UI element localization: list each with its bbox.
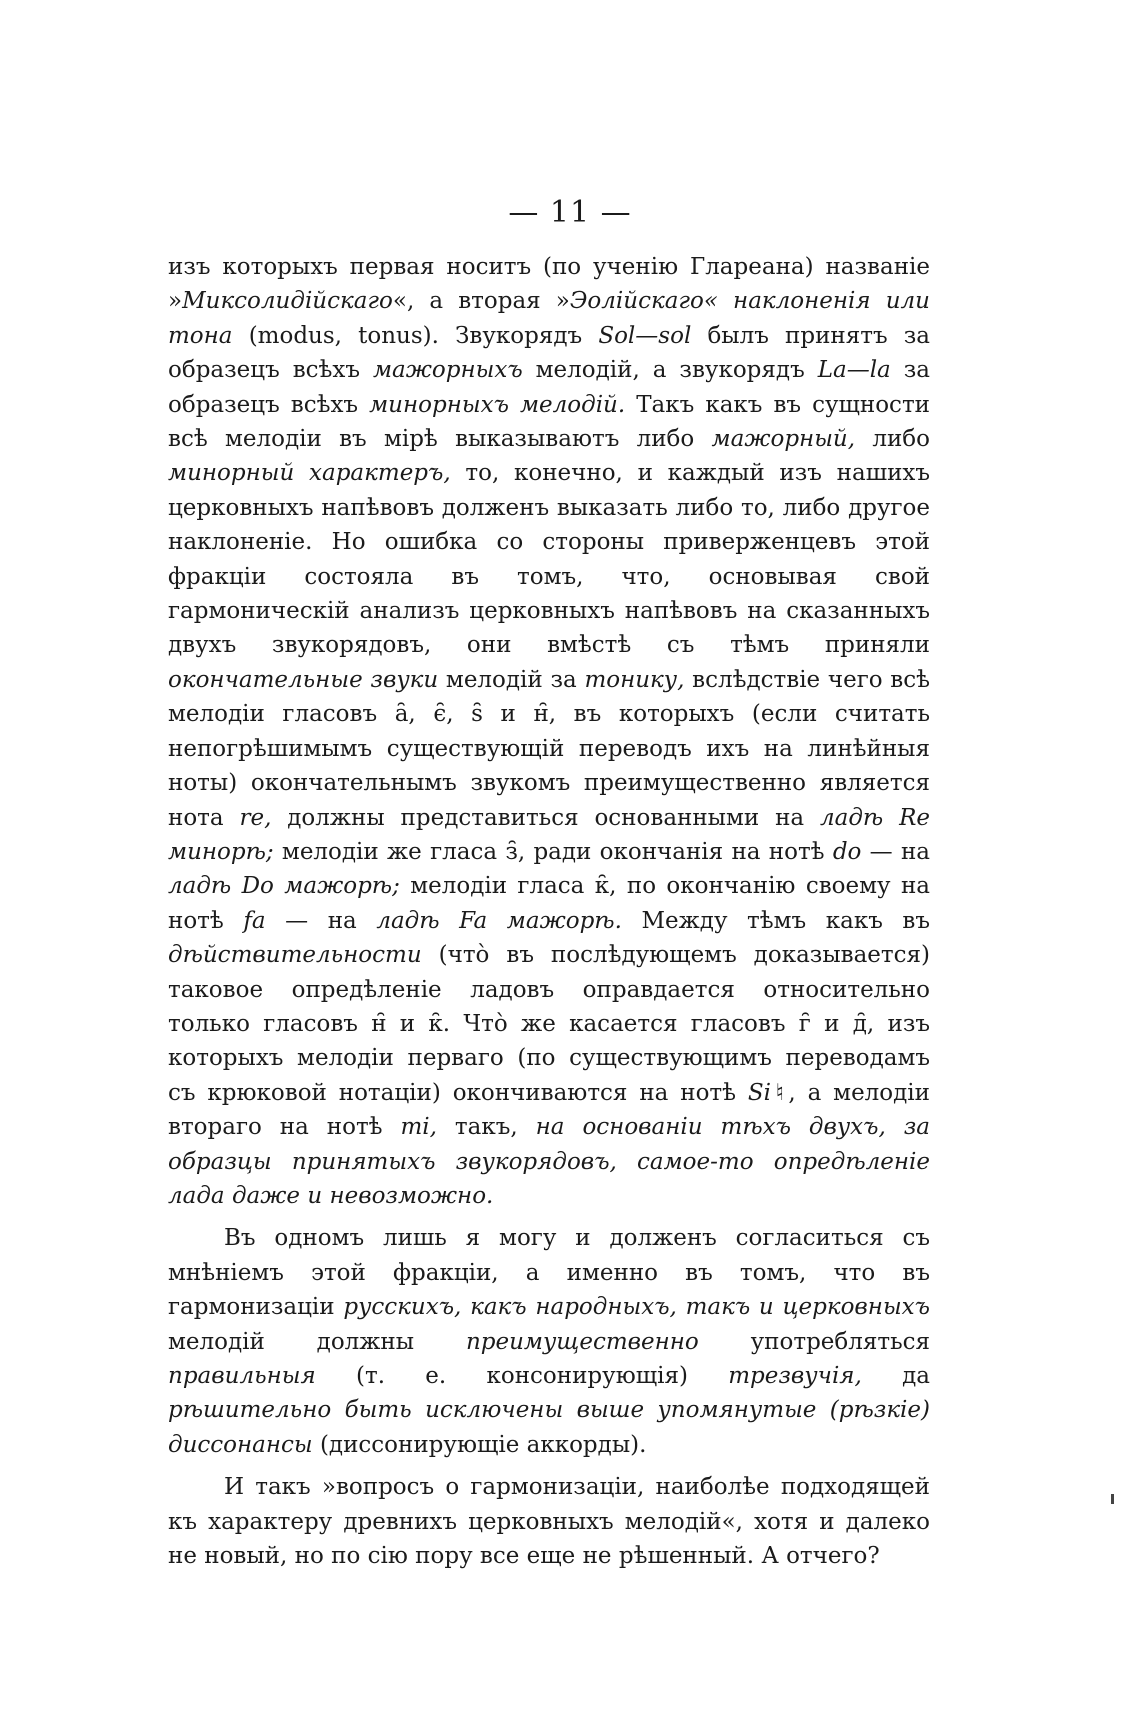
p1-italic-run: мажорный, xyxy=(711,426,856,453)
p1-text-run: то, конечно, и каждый изъ нашихъ церковныхъ напѣвовъ долженъ выказать либо то, либо другое наклоненіе. Но ошибка со стороны приверженцевъ этой фракціи состояла въ томъ, что, основывая свой гармоническій анализъ церковныхъ напѣвовъ на сказанныхъ двухъ звукорядовъ, они вмѣстѣ съ тѣмъ приняли xyxy=(168,460,931,659)
p1-italic-run: Sol—sol xyxy=(598,322,692,349)
p1-text-run: мелодій, а звукорядъ xyxy=(522,357,818,384)
p1-text-run: — на xyxy=(265,907,377,934)
p2-text-run: да xyxy=(861,1363,930,1389)
p1-text-run: должны представиться основанными на xyxy=(271,804,820,831)
p1-italic-run: на основаніи тѣхъ двухъ, за образцы принятыхъ звукорядовъ, самое-то опредѣленіе лада даже и невозможно. xyxy=(168,1114,930,1209)
p1-italic-run: минорный характеръ, xyxy=(168,460,451,487)
p1-text-run: либо xyxy=(855,426,930,453)
p1-italic-run: мажорныхъ xyxy=(372,357,523,384)
p1-text-run: вслѣдствіе чего всѣ мелодіи гласовъ а̑, є̑, ѕ̑ и н̑, въ которыхъ (если считать непогрѣшимымъ существующій переводъ ихъ на линѣйныя ноты) окончательнымъ звукомъ преимущественно является нота xyxy=(168,666,931,831)
p2-italic-run: преимущественно xyxy=(465,1328,699,1355)
p1-italic-run: La—la xyxy=(817,357,891,384)
p1-italic-run: Эолійскаго« наклоненія или тона xyxy=(168,288,930,349)
p1-italic-run: re, xyxy=(239,804,272,831)
p1-italic-run: fa xyxy=(243,907,266,934)
p2-text-run: Въ одномъ лишь я могу и долженъ согласиться съ мнѣніемъ этой фракціи, а именно въ томъ, что въ гармонизаціи xyxy=(168,1225,930,1321)
p1-text-run: Такъ какъ въ сущности всѣ мелодіи въ мірѣ выказываютъ либо xyxy=(168,391,930,453)
p2-italic-run: рѣшительно быть исключены выше упомянутые (рѣзкіе) диссонансы xyxy=(168,1397,930,1458)
p1-italic-run: ладѣ Fa мажорѣ. xyxy=(376,907,622,934)
p1-italic-run: Миксолидійскаго xyxy=(182,288,393,315)
p1-text-run: изъ которыхъ первая носитъ (по ученію Глареана) названіе » xyxy=(168,254,930,315)
p1-italic-run: do xyxy=(832,838,862,865)
p3-text-run: И такъ »вопросъ о гармонизаціи, наиболѣе подходящей къ характеру древнихъ церковныхъ мелодій«, хотя и далеко не новый, но по сію пору все еще не рѣшенный. А отчего? xyxy=(168,1474,930,1570)
p1-text-run: Между тѣмъ какъ въ xyxy=(621,907,930,934)
p1-italic-run: тонику, xyxy=(584,666,685,693)
p2-italic-run: русскихъ, какъ народныхъ, такъ и церковныхъ xyxy=(343,1294,930,1321)
p2-text-run: (диссонирующіе аккорды). xyxy=(312,1431,647,1458)
margin-mark xyxy=(1111,1494,1114,1504)
p1-text-run: «, а вторая » xyxy=(392,288,570,315)
p1-italic-run: окончательные звуки xyxy=(168,666,439,693)
p1-text-run: мелодій за xyxy=(438,666,585,693)
p1-text-run: мелодіи же гласа з̑, ради окончанія на нотѣ xyxy=(273,838,833,865)
p1-italic-run: Si♮ xyxy=(747,1079,789,1106)
p2-text-run: мелодій должны xyxy=(168,1328,466,1355)
p2-text-run: (т. е. консонирующія) xyxy=(315,1363,729,1389)
p1-italic-run: mi, xyxy=(400,1114,437,1141)
p1-text-run: — на xyxy=(861,838,930,865)
p1-italic-run: ладѣ Re минорѣ; xyxy=(168,804,931,865)
p1-text-run: (modus, tonus). Звукорядъ xyxy=(232,322,599,349)
page-number: — 11 — xyxy=(508,195,632,230)
paragraph-3 xyxy=(168,1470,930,1573)
p1-text-run: за образецъ всѣхъ xyxy=(168,357,931,418)
p2-text-run: употребляться xyxy=(698,1328,931,1355)
p2-italic-run: правильныя xyxy=(168,1363,316,1389)
p1-italic-run: дѣйствительности xyxy=(168,942,422,969)
p1-text-run: мелодіи гласа к̑, по окончанію своему на нотѣ xyxy=(168,873,930,934)
p1-italic-run: ладѣ Do мажорѣ; xyxy=(168,873,400,900)
p1-text-run: (что̀ въ послѣдующемъ доказывается) таковое опредѣленіе ладовъ оправдается относительно только гласовъ н̑ и к̑. Что̀ же касается гласовъ г̑ и д̑, изъ которыхъ мелодіи перваго (по существующимъ переводамъ съ крюковой нотаціи) окончиваются на нотѣ xyxy=(168,942,930,1106)
paragraph-2 xyxy=(168,1221,930,1462)
p1-text-run: былъ принятъ за образецъ всѣхъ xyxy=(168,322,931,384)
p1-text-run: , а мелодіи втораго на нотѣ xyxy=(168,1079,930,1141)
p1-italic-run: минорныхъ мелодій. xyxy=(369,391,626,418)
p2-italic-run: трезвучія, xyxy=(728,1363,862,1389)
p1-text-run: такъ, xyxy=(436,1114,536,1141)
body-text xyxy=(168,250,930,1573)
paragraph-1 xyxy=(168,250,930,1213)
